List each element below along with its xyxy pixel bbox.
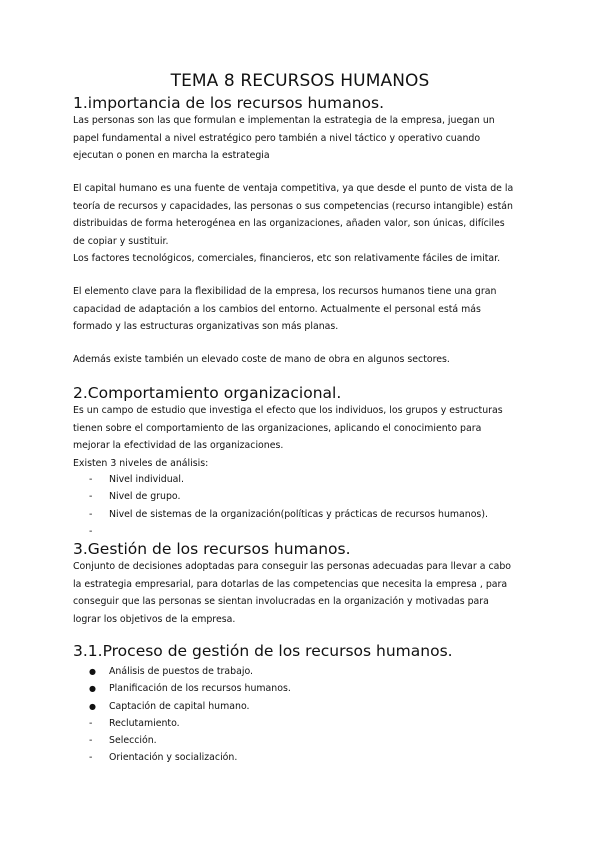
section-1-paragraph-2 (73, 180, 533, 268)
list-item-text: Análisis de puestos de trabajo. (109, 666, 254, 677)
text-line: El elemento clave para la flexibilidad de la empresa, los recursos humanos tiene una gran (73, 286, 497, 297)
list-item-text: Captación de capital humano. (109, 700, 250, 712)
text-line: lograr los objetivos de la empresa. (73, 613, 236, 625)
list-marker: - (89, 491, 93, 503)
list-item (89, 506, 488, 523)
text-line: distribuidas de forma heterogénea en las organizaciones, añaden valor, son únicas, difíciles (73, 218, 505, 230)
text-line: formado y las estructuras organizativas son más planas. (73, 321, 339, 333)
text-line: conseguir que las personas se sientan involucradas en la organización y motivadas para (73, 596, 489, 608)
section-3-heading: 3.Gestión de los recursos humanos. (73, 540, 351, 558)
list-item (89, 732, 291, 749)
analysis-levels-list (89, 471, 488, 540)
text-line: Además existe también un elevado coste de mano de obra en algunos sectores. (73, 354, 450, 365)
list-item (89, 698, 291, 715)
list-marker: - (89, 717, 93, 729)
list-item-text: Reclutamiento. (109, 717, 180, 729)
text-line: tienen sobre el comportamiento de las organizaciones, aplicando el conocimiento para (73, 422, 482, 434)
bullet-icon: ● (89, 701, 96, 711)
document-title: TEMA 8 RECURSOS HUMANOS (170, 71, 430, 91)
list-item-text: Nivel individual. (109, 474, 184, 485)
text-line: Existen 3 niveles de análisis: (73, 457, 209, 469)
section-1-heading: 1.importancia de los recursos humanos. (73, 94, 385, 112)
text-line: Es un campo de estudio que investiga el efecto que los individuos, los grupos y estructuras (73, 405, 503, 416)
list-item (89, 749, 291, 766)
list-item-text: Planificación de los recursos humanos. (109, 683, 291, 695)
text-line: de copiar y sustituir. (73, 235, 169, 247)
text-line: ejecutan o ponen en marcha la estrategia (73, 150, 270, 162)
list-item-text: Nivel de grupo. (109, 491, 181, 503)
list-item (89, 715, 291, 732)
list-item-text: Nivel de sistemas de la organización(políticas y prácticas de recursos humanos). (109, 508, 488, 520)
section-1-paragraph-3 (73, 283, 533, 336)
list-item (89, 523, 488, 540)
list-marker: - (89, 752, 93, 764)
hr-process-list (89, 663, 291, 767)
list-item (89, 488, 488, 505)
section-2-paragraph-1 (73, 402, 533, 472)
list-marker: - (89, 525, 93, 537)
section-1-paragraph-1 (73, 112, 533, 165)
list-item-text: Orientación y socialización. (109, 752, 238, 764)
list-item (89, 663, 291, 680)
bullet-icon: ● (89, 684, 96, 694)
text-line: teoría de recursos y capacidades, las personas o sus competencias (recurso intangible) están (73, 200, 513, 212)
text-line: Los factores tecnológicos, comerciales, financieros, etc son relativamente fáciles de imitar. (73, 253, 501, 265)
list-marker: - (89, 508, 93, 520)
bullet-icon: ● (89, 667, 96, 676)
text-line: capacidad de adaptación a los cambios del entorno. Actualmente el personal está más (73, 303, 481, 315)
list-item-text: Selección. (109, 735, 157, 747)
section-3-paragraph-1 (73, 558, 533, 628)
text-line: papel fundamental a nivel estratégico pero también a nivel táctico y operativo cuando (73, 132, 481, 144)
list-marker: - (89, 474, 93, 485)
list-marker: - (89, 735, 93, 747)
text-line: mejorar la efectividad de las organizaciones. (73, 440, 284, 452)
section-2-heading: 2.Comportamiento organizacional. (73, 384, 342, 402)
section-3-1-heading: 3.1.Proceso de gestión de los recursos humanos. (73, 642, 453, 660)
section-1-paragraph-4 (73, 351, 533, 369)
text-line: Las personas son las que formulan e implementan la estrategia de la empresa, juegan un (73, 115, 495, 126)
list-item (89, 471, 488, 488)
list-item (89, 680, 291, 697)
text-line: Conjunto de decisiones adoptadas para conseguir las personas adecuadas para llevar a cabo (73, 561, 512, 572)
text-line: El capital humano es una fuente de ventaja competitiva, ya que desde el punto de vista de la (73, 183, 514, 194)
text-line: la estrategia empresarial, para dotarlas de las competencias que necesita la empresa , para (73, 578, 508, 590)
